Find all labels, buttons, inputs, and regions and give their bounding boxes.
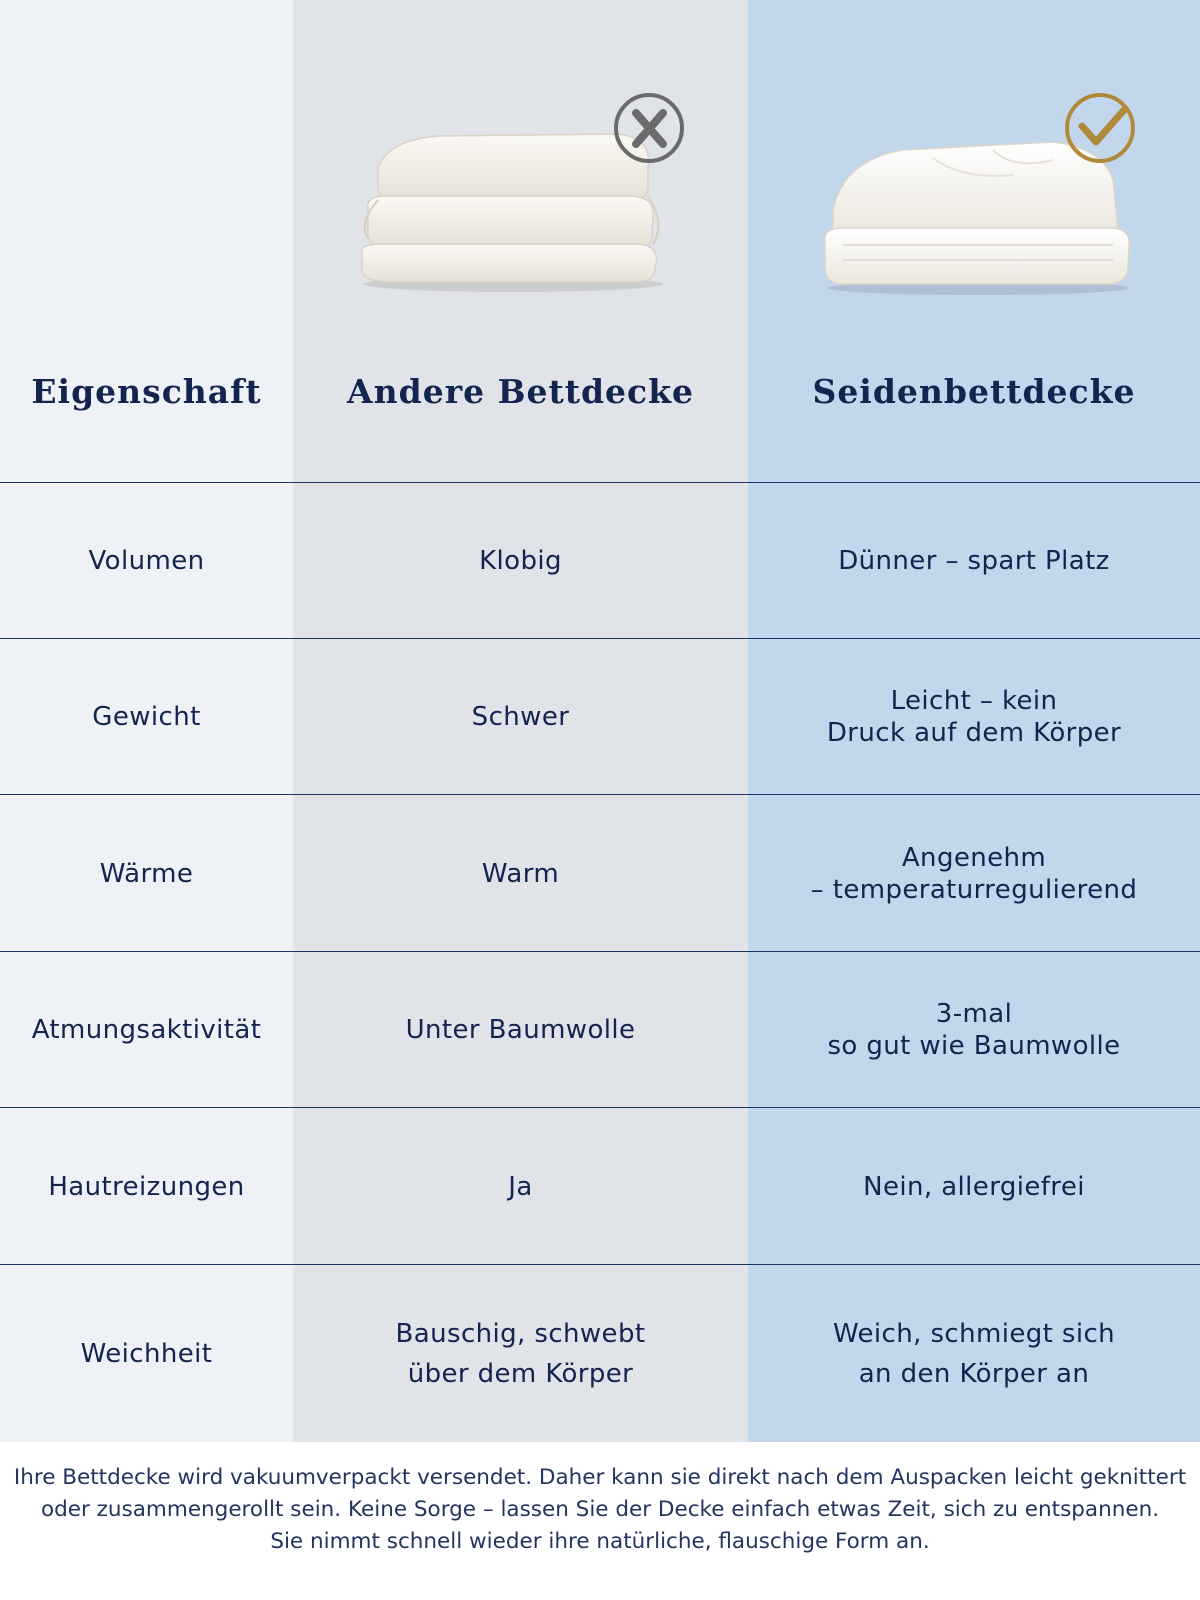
row-silk-value: Nein, allergiefrei: [863, 1171, 1085, 1202]
row-silk-value: Dünner – spart Platz: [838, 546, 1110, 576]
table-row: [0, 482, 1200, 639]
header-property-label: Eigenschaft: [31, 372, 262, 411]
row-other-value: Bauschig, schwebt über dem Körper: [395, 1319, 646, 1389]
table-row: [0, 794, 1200, 952]
table-row: [0, 1264, 1200, 1443]
footer-line: Ihre Bettdecke wird vakuumverpackt versendet. Daher kann sie direkt nach dem Auspacken leicht geknittert: [13, 1465, 1187, 1490]
table-row: [0, 951, 1200, 1108]
row-silk-value: 3-mal so gut wie Baumwolle: [827, 999, 1121, 1061]
row-silk-value: Leicht – kein Druck auf dem Körper: [826, 686, 1122, 748]
row-property: Hautreizungen: [48, 1171, 245, 1202]
row-other-value: Ja: [508, 1171, 533, 1202]
cross-circle-icon: [611, 90, 687, 170]
row-property: Weichheit: [80, 1339, 213, 1369]
table-row: [0, 638, 1200, 795]
header-property: [0, 0, 293, 482]
row-silk-value: Angenehm – temperaturregulierend: [810, 842, 1138, 905]
header-other-label: Andere Bettdecke: [347, 372, 694, 411]
row-property: Atmungsaktivität: [31, 1015, 262, 1045]
row-other-value: Schwer: [471, 702, 570, 732]
row-property: Wärme: [99, 858, 194, 889]
row-other-value: Klobig: [479, 546, 562, 576]
header-silk-label: Seidenbettdecke: [812, 372, 1136, 411]
header-silk: [748, 0, 1200, 482]
row-property: Volumen: [88, 546, 205, 576]
header-other: [293, 0, 748, 482]
row-other-value: Unter Baumwolle: [405, 1015, 636, 1045]
row-other-value: Warm: [481, 858, 560, 889]
check-circle-icon: [1062, 90, 1138, 170]
footer-line: Sie nimmt schnell wieder ihre natürliche, flauschige Form an.: [270, 1529, 930, 1554]
table-row: [0, 1107, 1200, 1265]
row-property: Gewicht: [92, 702, 201, 732]
footer-note: [0, 1462, 1200, 1558]
row-silk-value: Weich, schmiegt sich an den Körper an: [832, 1319, 1116, 1389]
footer-line: oder zusammengerollt sein. Keine Sorge – lassen Sie der Decke einfach etwas Zeit, sich zu entspannen.: [40, 1497, 1160, 1522]
